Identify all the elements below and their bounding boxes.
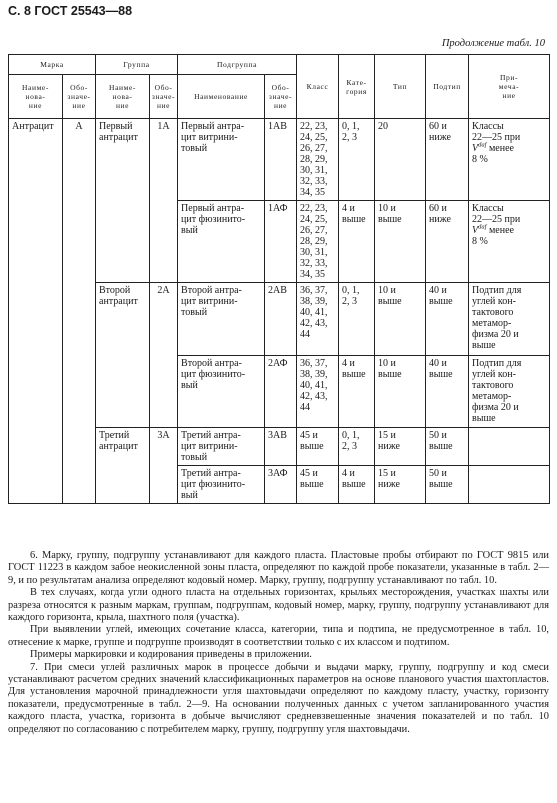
- table-continuation-label: Продолжение табл. 10: [441, 38, 545, 49]
- subtype-cell: 60 и ниже: [426, 119, 469, 201]
- header-subtype: Подтип: [426, 55, 469, 119]
- header-subgroup: Подгруппа: [178, 55, 297, 75]
- category-cell: 0, 1, 2, 3: [339, 283, 375, 356]
- paragraph-6: 6. Марку, группу, подгруппу устанавливают для каждого пласта. Пластовые пробы отбирают по ГОСТ 9815 или ГОСТ 11223 в каждом забое неокисленной зоны пласта, определяют по каждой пробе показатели, указанные в табл. 2—9, и по результатам анализа определяют кодовый номер. Марку, группу, подгруппу устанавливают по табл. 10.: [8, 550, 549, 586]
- subgroup-code-cell: 1АФ: [265, 201, 297, 283]
- group-code-cell: 3А: [150, 428, 178, 504]
- body-text: [8, 550, 549, 736]
- note-cell: Подтип для углей кон- тактового метамор- физма 20 и выше: [469, 283, 550, 356]
- header-group: Группа: [96, 55, 178, 75]
- category-cell: 4 и выше: [339, 356, 375, 428]
- header-note: При- меча- ние: [469, 55, 550, 119]
- class-cell: 36, 37, 38, 39, 40, 41, 42, 43, 44: [297, 356, 339, 428]
- type-cell: 10 и выше: [375, 356, 426, 428]
- paragraph-7: 7. При смеси углей различных марок в процессе добычи и выдачи марку, группу, подгруппу и код смеси устанавливают расчетом средних значений классификационных параметров на основе планового участия шахтопластов. Для установления марочной принадлежности угля шахтовыдачи определяют по каждому пласту, участку, горизонту показатели, предусмотренные в табл. 2—9. На основании полученных данных с учетом запланированного участия каждого пласта, участка, горизонта в добыче вычисляют средневзвешенные значения показателей и по табл. 10 определяют по согласованию с потребителем марку, группу, подгруппу угля шахтовыдачи.: [8, 661, 549, 735]
- subgroup-code-cell: 1АВ: [265, 119, 297, 201]
- subgroup-code-cell: 3АФ: [265, 466, 297, 504]
- subtype-cell: 40 и выше: [426, 356, 469, 428]
- subgroup-code-cell: 3АВ: [265, 428, 297, 466]
- subtype-cell: 50 и выше: [426, 428, 469, 466]
- group-name-cell: Первый антрацит: [96, 119, 150, 283]
- subgroup-name-cell: Третий антра- цит фюзинито- вый: [178, 466, 265, 504]
- page-header: С. 8 ГОСТ 25543—88: [8, 4, 133, 18]
- header-class: Класс: [297, 55, 339, 119]
- group-code-cell: 2А: [150, 283, 178, 428]
- header-mark-code: Обо- значе- ние: [63, 75, 96, 119]
- note-cell: Подтип для углей кон- тактового метамор- физма 20 и выше: [469, 356, 550, 428]
- header-subgroup-name: Наименование: [178, 75, 265, 119]
- subgroup-code-cell: 2АВ: [265, 283, 297, 356]
- note-cell: Классы 22—25 при $V^{daf}$ менее 8 %: [469, 119, 550, 201]
- category-cell: 0, 1, 2, 3: [339, 428, 375, 466]
- mark-name-cell: Антрацит: [9, 119, 63, 504]
- header-mark-name: Наиме- нова- ние: [9, 75, 63, 119]
- subgroup-name-cell: Первый антра- цит фюзинито- вый: [178, 201, 265, 283]
- coal-classification-table: [8, 54, 550, 504]
- subtype-cell: 50 и выше: [426, 466, 469, 504]
- type-cell: 10 и выше: [375, 201, 426, 283]
- subgroup-name-cell: Второй антра- цит витрини- товый: [178, 283, 265, 356]
- subgroup-name-cell: Первый антра- цит витрини- товый: [178, 119, 265, 201]
- type-cell: 10 и выше: [375, 283, 426, 356]
- table-row: [9, 119, 550, 201]
- note-cell: [469, 428, 550, 466]
- header-subgroup-code: Обо- значе- ние: [265, 75, 297, 119]
- subgroup-code-cell: 2АФ: [265, 356, 297, 428]
- category-cell: 0, 1, 2, 3: [339, 119, 375, 201]
- class-cell: 45 и выше: [297, 466, 339, 504]
- paragraph-6-cont: В тех случаях, когда угли одного пласта на отдельных горизонтах, крыльях месторождения, участках шахты или разреза относятся к разным маркам, группам, подгруппам, кодовый номер, марку, группу, подгруппу устанавливают для каждого горизонта, крыла, шахтного поля (участка).: [8, 587, 549, 624]
- mark-code-cell: А: [63, 119, 96, 504]
- header-mark: Марка: [9, 55, 96, 75]
- header-group-name: Наиме- нова- ние: [96, 75, 150, 119]
- header-type: Тип: [375, 55, 426, 119]
- header-category: Кате- гория: [339, 55, 375, 119]
- class-cell: 22, 23, 24, 25, 26, 27, 28, 29, 30, 31, 32, 33, 34, 35: [297, 119, 339, 201]
- group-name-cell: Второй антрацит: [96, 283, 150, 428]
- category-cell: 4 и выше: [339, 466, 375, 504]
- subtype-cell: 40 и выше: [426, 283, 469, 356]
- class-cell: 45 и выше: [297, 428, 339, 466]
- note-cell: [469, 466, 550, 504]
- category-cell: 4 и выше: [339, 201, 375, 283]
- note-cell: Классы 22—25 при $V^{daf}$ менее 8 %: [469, 201, 550, 283]
- subtype-cell: 60 и ниже: [426, 201, 469, 283]
- group-code-cell: 1А: [150, 119, 178, 283]
- type-cell: 20: [375, 119, 426, 201]
- paragraph-examples: Примеры маркировки и кодирования приведены в приложении.: [30, 649, 312, 661]
- type-cell: 15 и ниже: [375, 466, 426, 504]
- header-group-code: Обо- значе- ние: [150, 75, 178, 119]
- subgroup-name-cell: Второй антра- цит фюзинито- вый: [178, 356, 265, 428]
- paragraph-6-unforeseen: При выявлении углей, имеющих сочетание класса, категории, типа и подтипа, не предусмотренное в табл. 10, отнесение к марке, группе и подгруппе производят в соответствии только с их классом и подтипом.: [8, 624, 549, 648]
- subgroup-name-cell: Третий антра- цит витрини- товый: [178, 428, 265, 466]
- group-name-cell: Третий антрацит: [96, 428, 150, 504]
- type-cell: 15 и ниже: [375, 428, 426, 466]
- class-cell: 36, 37, 38, 39, 40, 41, 42, 43, 44: [297, 283, 339, 356]
- class-cell: 22, 23, 24, 25, 26, 27, 28, 29, 30, 31, 32, 33, 34, 35: [297, 201, 339, 283]
